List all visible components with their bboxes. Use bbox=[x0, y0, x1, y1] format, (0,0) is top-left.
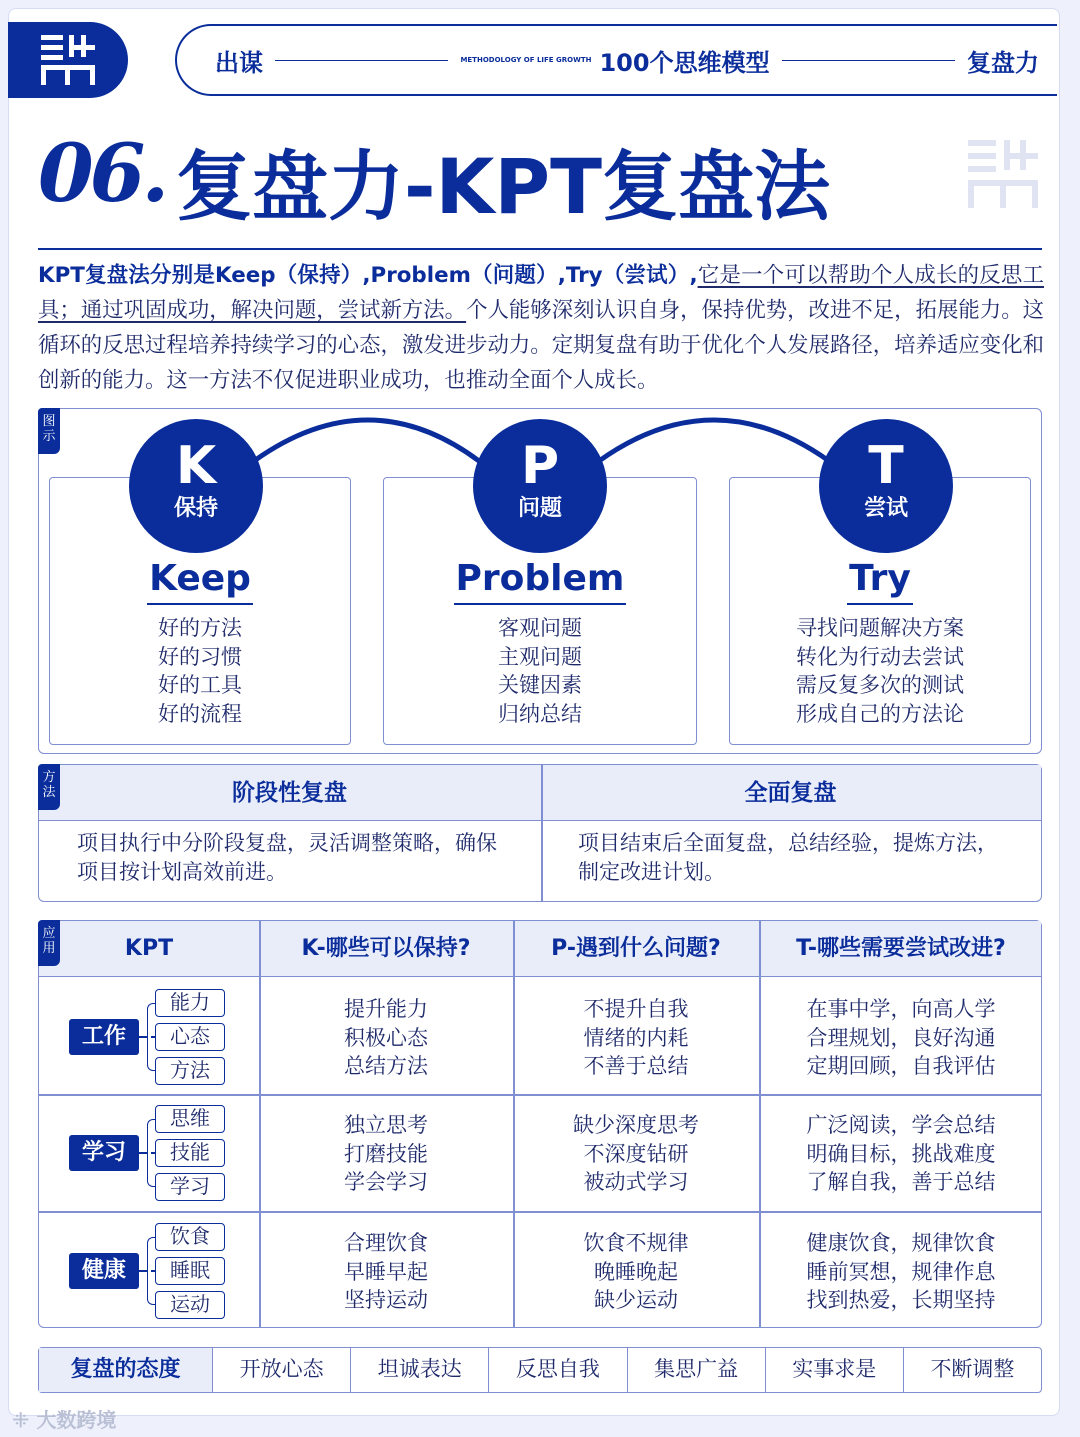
sub-tag: 技能 bbox=[155, 1139, 225, 1167]
circle-letter: P bbox=[520, 436, 560, 496]
card-items bbox=[384, 614, 696, 728]
list-item: 转化为行动去尝试 bbox=[796, 644, 964, 669]
card-items bbox=[50, 614, 350, 728]
list-item: 广泛阅读，学会总结 bbox=[806, 1113, 996, 1137]
table-header-cell: P-遇到什么问题? bbox=[551, 936, 721, 961]
cell-problem bbox=[513, 995, 759, 1081]
attitude-item: 坦诚表达 bbox=[351, 1348, 489, 1392]
list-item: 需反复多次的测试 bbox=[796, 673, 964, 697]
header-topic: 复盘力 bbox=[967, 48, 1040, 77]
table-header bbox=[39, 921, 1041, 977]
method-desc: 项目结束后全面复盘，总结经验，提炼方法，制定改进计划。 bbox=[578, 831, 998, 884]
list-item: 情绪的内耗 bbox=[583, 1025, 689, 1050]
list-item: 找到热爱，长期坚持 bbox=[806, 1288, 996, 1312]
list-item: 形成自己的方法论 bbox=[796, 701, 964, 726]
intro-rest: 个人能够深刻认识自身，保持优势，改进不足，拓展能力。这循环的反思过程培养持续学习的心态，激发进步动力。定期复盘有助于优化个人发展路径，培养适应变化和创新的能力。这一方法不仅促进职业成功，也推动全面个人成长。 bbox=[38, 298, 1044, 393]
method-desc: 项目执行中分阶段复盘，灵活调整策略，确保项目按计划高效前进。 bbox=[77, 831, 497, 884]
watermark-text: 大数跨境 bbox=[36, 1408, 117, 1432]
list-item: 总结方法 bbox=[344, 1054, 428, 1078]
category-tag: 健康 bbox=[69, 1253, 139, 1289]
method-title: 阶段性复盘 bbox=[39, 765, 540, 821]
logo-watermark-icon bbox=[968, 140, 1040, 210]
method-title: 全面复盘 bbox=[540, 765, 1041, 821]
table-header-cell: T-哪些需要尝试改进? bbox=[796, 936, 1006, 961]
attitude-item: 集思广益 bbox=[628, 1348, 766, 1392]
title-number: 06. bbox=[38, 126, 166, 220]
list-item: 饮食不规律 bbox=[583, 1231, 689, 1255]
table-header-cell: KPT bbox=[124, 936, 174, 961]
list-item: 客观问题 bbox=[498, 616, 582, 640]
list-item: 健康饮食，规律饮食 bbox=[806, 1231, 996, 1255]
top-bar bbox=[175, 24, 1057, 96]
page-title: 复盘力-KPT复盘法 bbox=[176, 142, 830, 231]
list-item: 定期回顾，自我评估 bbox=[806, 1054, 996, 1078]
cell-try bbox=[759, 1229, 1043, 1315]
list-item: 合理规划，良好沟通 bbox=[806, 1025, 996, 1050]
list-item: 缺少运动 bbox=[594, 1288, 678, 1312]
list-item: 早睡早起 bbox=[344, 1259, 428, 1284]
column-divider bbox=[541, 765, 543, 901]
list-item: 了解自我，善于总结 bbox=[806, 1170, 996, 1194]
header-series-title: 100个思维模型 bbox=[599, 48, 770, 77]
header-tagline: METHODOLOGY OF LIFE GROWTH bbox=[460, 56, 592, 64]
apply-section bbox=[38, 920, 1042, 1328]
list-item: 晚睡晚起 bbox=[594, 1259, 678, 1284]
list-item: 学会学习 bbox=[344, 1170, 428, 1194]
header-divider bbox=[275, 60, 448, 61]
cell-try bbox=[759, 995, 1043, 1081]
card-title: Problem bbox=[454, 558, 627, 605]
list-item: 被动式学习 bbox=[583, 1170, 689, 1194]
sub-tag: 能力 bbox=[155, 989, 225, 1017]
cell-keep bbox=[259, 995, 513, 1081]
bracket-stem bbox=[139, 1270, 147, 1272]
diagram-section bbox=[38, 408, 1042, 754]
intro-underlined: 它是一个可以帮助个人成长的反思工具；通过巩固成功，解决问题，尝试新方法。 bbox=[38, 263, 1044, 323]
list-item: 独立思考 bbox=[344, 1113, 428, 1137]
list-item: 主观问题 bbox=[498, 644, 582, 669]
card-title: Keep bbox=[147, 558, 253, 605]
list-item: 不深度钻研 bbox=[583, 1141, 689, 1166]
header-brand-text: 出谋 bbox=[215, 48, 263, 77]
sub-tag: 运动 bbox=[155, 1291, 225, 1319]
intro-bold: KPT复盘法分别是Keep（保持）,Problem（问题）,Try（尝试）, bbox=[38, 263, 698, 288]
list-item: 合理饮食 bbox=[344, 1231, 428, 1255]
header-divider bbox=[782, 60, 955, 61]
circle-label: 保持 bbox=[173, 496, 218, 521]
list-item: 睡前冥想，规律作息 bbox=[806, 1259, 996, 1284]
circle-p bbox=[473, 419, 607, 553]
list-item: 不提升自我 bbox=[583, 997, 689, 1021]
section-tag-methods: 方法 bbox=[38, 764, 60, 810]
cell-problem bbox=[513, 1111, 759, 1197]
attitude-item: 反思自我 bbox=[489, 1348, 627, 1392]
list-item: 寻找问题解决方案 bbox=[796, 616, 964, 640]
list-item: 在事中学，向高人学 bbox=[806, 997, 996, 1021]
list-item: 归纳总结 bbox=[498, 701, 582, 726]
list-item: 好的流程 bbox=[158, 701, 242, 726]
bracket-stem bbox=[139, 1152, 147, 1154]
methods-section bbox=[38, 764, 1042, 902]
category-tag: 工作 bbox=[69, 1019, 139, 1055]
list-item: 好的习惯 bbox=[158, 644, 242, 669]
row-divider bbox=[39, 1211, 1041, 1213]
attitude-bar bbox=[38, 1347, 1042, 1393]
attitude-head: 复盘的态度 bbox=[39, 1348, 213, 1392]
sub-tag: 饮食 bbox=[155, 1223, 225, 1251]
brand-logo bbox=[8, 22, 128, 98]
list-item: 提升能力 bbox=[344, 997, 428, 1021]
cell-keep bbox=[259, 1111, 513, 1197]
circle-label: 尝试 bbox=[863, 496, 908, 521]
sub-tag: 思维 bbox=[155, 1105, 225, 1133]
sub-tag: 睡眠 bbox=[155, 1257, 225, 1285]
card-items bbox=[730, 614, 1030, 728]
row-divider bbox=[39, 1094, 1041, 1096]
cell-keep bbox=[259, 1229, 513, 1315]
list-item: 关键因素 bbox=[498, 673, 582, 697]
sub-tag: 方法 bbox=[155, 1057, 225, 1085]
table-header-cell: K-哪些可以保持? bbox=[301, 936, 471, 961]
cell-problem bbox=[513, 1229, 759, 1315]
circle-label: 问题 bbox=[517, 496, 562, 521]
attitude-item: 开放心态 bbox=[213, 1348, 351, 1392]
circle-k bbox=[129, 419, 263, 553]
circle-letter: K bbox=[175, 436, 217, 496]
category-tag: 学习 bbox=[69, 1135, 139, 1171]
card-title: Try bbox=[847, 558, 913, 605]
sub-tag: 学习 bbox=[155, 1173, 225, 1201]
sub-tag: 心态 bbox=[155, 1023, 225, 1051]
attitude-item: 不断调整 bbox=[930, 1357, 1015, 1381]
list-item: 打磨技能 bbox=[344, 1141, 428, 1166]
section-tag-apply: 应用 bbox=[38, 920, 60, 966]
section-tag-diagram: 图示 bbox=[38, 408, 60, 454]
list-item: 坚持运动 bbox=[344, 1288, 428, 1312]
circle-t bbox=[819, 419, 953, 553]
list-item: 缺少深度思考 bbox=[573, 1113, 699, 1137]
list-item: 明确目标，挑战难度 bbox=[806, 1141, 996, 1166]
intro-paragraph bbox=[38, 258, 1044, 398]
list-item: 积极心态 bbox=[344, 1025, 428, 1050]
cell-try bbox=[759, 1111, 1043, 1197]
logo-mark-icon bbox=[41, 35, 95, 85]
list-item: 好的工具 bbox=[158, 673, 242, 697]
bracket-stem bbox=[139, 1036, 147, 1038]
attitude-item: 实事求是 bbox=[766, 1348, 904, 1392]
list-item: 不善于总结 bbox=[583, 1054, 689, 1078]
watermark-logo-icon: ꔰ bbox=[12, 1408, 37, 1432]
title-rule bbox=[38, 248, 1042, 250]
source-watermark bbox=[12, 1404, 116, 1433]
list-item: 好的方法 bbox=[158, 616, 242, 640]
circle-letter: T bbox=[868, 436, 904, 496]
